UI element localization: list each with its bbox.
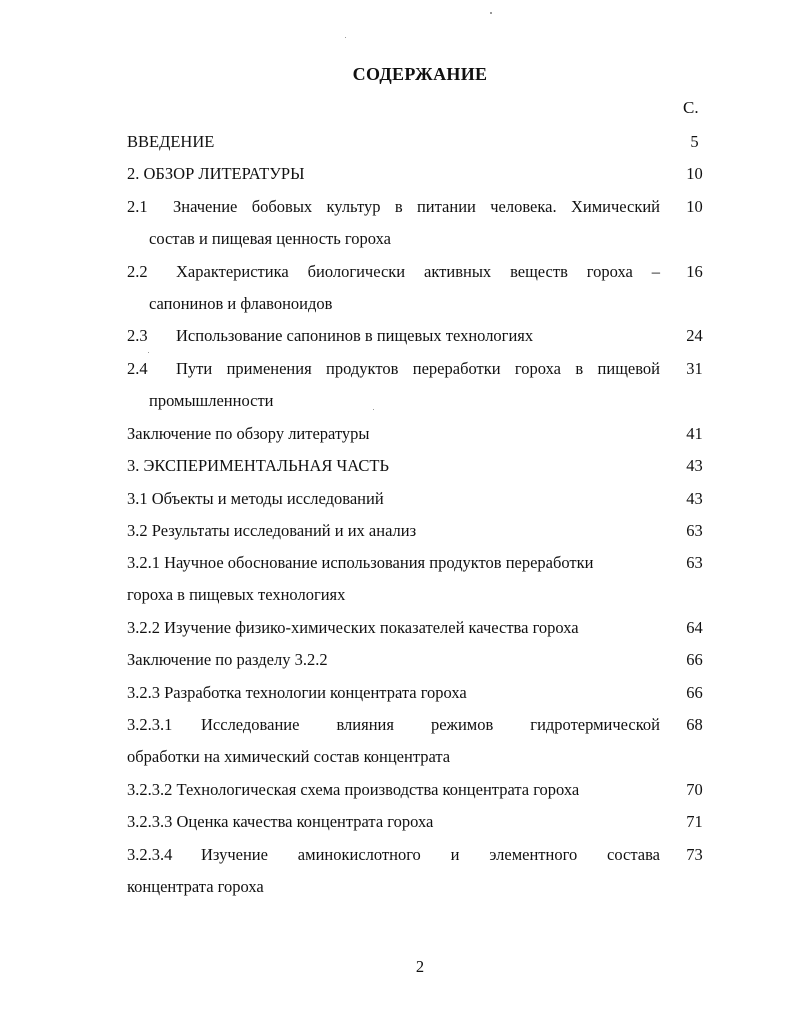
page-column-header: С. (683, 98, 699, 117)
toc-entry-text: Характеристика биологически активных веществ гороха – (176, 262, 660, 281)
toc-entry-body (127, 839, 660, 903)
toc-entry-text: 3.2.3 Разработка технологии концентрата гороха (127, 683, 467, 702)
toc-entry-text: Использование сапонинов в пищевых технологиях (176, 326, 534, 345)
toc-entry-continuation: промышленности (149, 391, 274, 410)
toc-entry-page: 41 (686, 424, 703, 443)
toc-entry-page: 68 (686, 715, 703, 734)
toc-entry-text: Значение бобовых культур в питании человека. Химический (173, 197, 660, 216)
toc-entry-line (127, 839, 660, 871)
toc-entry-page: 5 (690, 132, 699, 151)
toc-entry-line (127, 709, 660, 741)
toc-entry-text: ВВЕДЕНИЕ (127, 132, 215, 151)
toc-entry-text: 3.2.3.3 Оценка качества концентрата гороха (127, 812, 434, 831)
toc-entry-page: 16 (686, 262, 703, 281)
toc-entry-page: 66 (686, 650, 703, 669)
toc-entry-page: 10 (686, 164, 703, 183)
toc-entry-line (127, 256, 660, 288)
toc-entry-page: 31 (686, 359, 703, 378)
toc-entry-continuation: обработки на химический состав концентрата (127, 747, 451, 766)
scan-speck (490, 12, 492, 14)
toc-entry-number: 3.2.3.4 (127, 845, 173, 864)
toc-entry-line (127, 353, 660, 385)
toc-entry-text: 3.2.2 Изучение физико-химических показателей качества гороха (127, 618, 579, 637)
toc-entry-body (127, 191, 660, 255)
toc-entry-page: 43 (686, 456, 703, 475)
toc-entry-continuation: гороха в пищевых технологиях (127, 585, 346, 604)
toc-entry-page: 64 (686, 618, 703, 637)
toc-entry-continuation: сапонинов и флавоноидов (149, 294, 333, 313)
toc-entry-line (127, 191, 660, 223)
page-number: 2 (415, 957, 425, 976)
toc-entry-number: 3.2.3.1 (127, 715, 173, 734)
toc-entry-text: Пути применения продуктов переработки гороха в пищевой (176, 359, 660, 378)
toc-entry-text: 3.2.3.2 Технологическая схема производства концентрата гороха (127, 780, 580, 799)
toc-entry-page: 66 (686, 683, 703, 702)
toc-entry-body (127, 320, 660, 352)
toc-entry-text: 2. ОБЗОР ЛИТЕРАТУРЫ (127, 164, 305, 183)
toc-entry-number: 2.1 (127, 197, 148, 216)
toc-entry-continuation: состав и пищевая ценность гороха (149, 229, 391, 248)
toc-entry-page: 63 (686, 521, 703, 540)
page-title: СОДЕРЖАНИЕ (352, 64, 488, 84)
toc-entry-body (127, 547, 660, 611)
toc-entry-text: 3.2 Результаты исследований и их анализ (127, 521, 417, 540)
toc-entry-number: 2.3 (127, 326, 148, 345)
toc-entry-body (127, 709, 660, 773)
toc-entry-text: Исследование влияния режимов гидротермической (201, 715, 660, 734)
toc-entry-page: 73 (686, 845, 703, 864)
toc-entry-number: 2.2 (127, 262, 148, 281)
toc-entry-text: Заключение по обзору литературы (127, 424, 370, 443)
toc-entry-body (127, 256, 660, 320)
toc-entry-text: 3.1 Объекты и методы исследований (127, 489, 384, 508)
toc-entry-body (127, 353, 660, 417)
toc-entry-text: 3.2.1 Научное обоснование использования продуктов переработки (127, 553, 594, 572)
toc-entry-page: 71 (686, 812, 703, 831)
toc-entry-number: 2.4 (127, 359, 148, 378)
toc-entry-page: 10 (686, 197, 703, 216)
toc-entry-page: 43 (686, 489, 703, 508)
toc-entry-page: 70 (686, 780, 703, 799)
toc-entry-text: Заключение по разделу 3.2.2 (127, 650, 328, 669)
scan-speck (345, 37, 346, 38)
toc-entry-text: Изучение аминокислотного и элементного состава (201, 845, 660, 864)
toc-entry-page: 63 (686, 553, 703, 572)
toc-entry-page: 24 (686, 326, 703, 345)
toc-entry-text: 3. ЭКСПЕРИМЕНТАЛЬНАЯ ЧАСТЬ (127, 456, 389, 475)
toc-entry-continuation: концентрата гороха (127, 877, 264, 896)
